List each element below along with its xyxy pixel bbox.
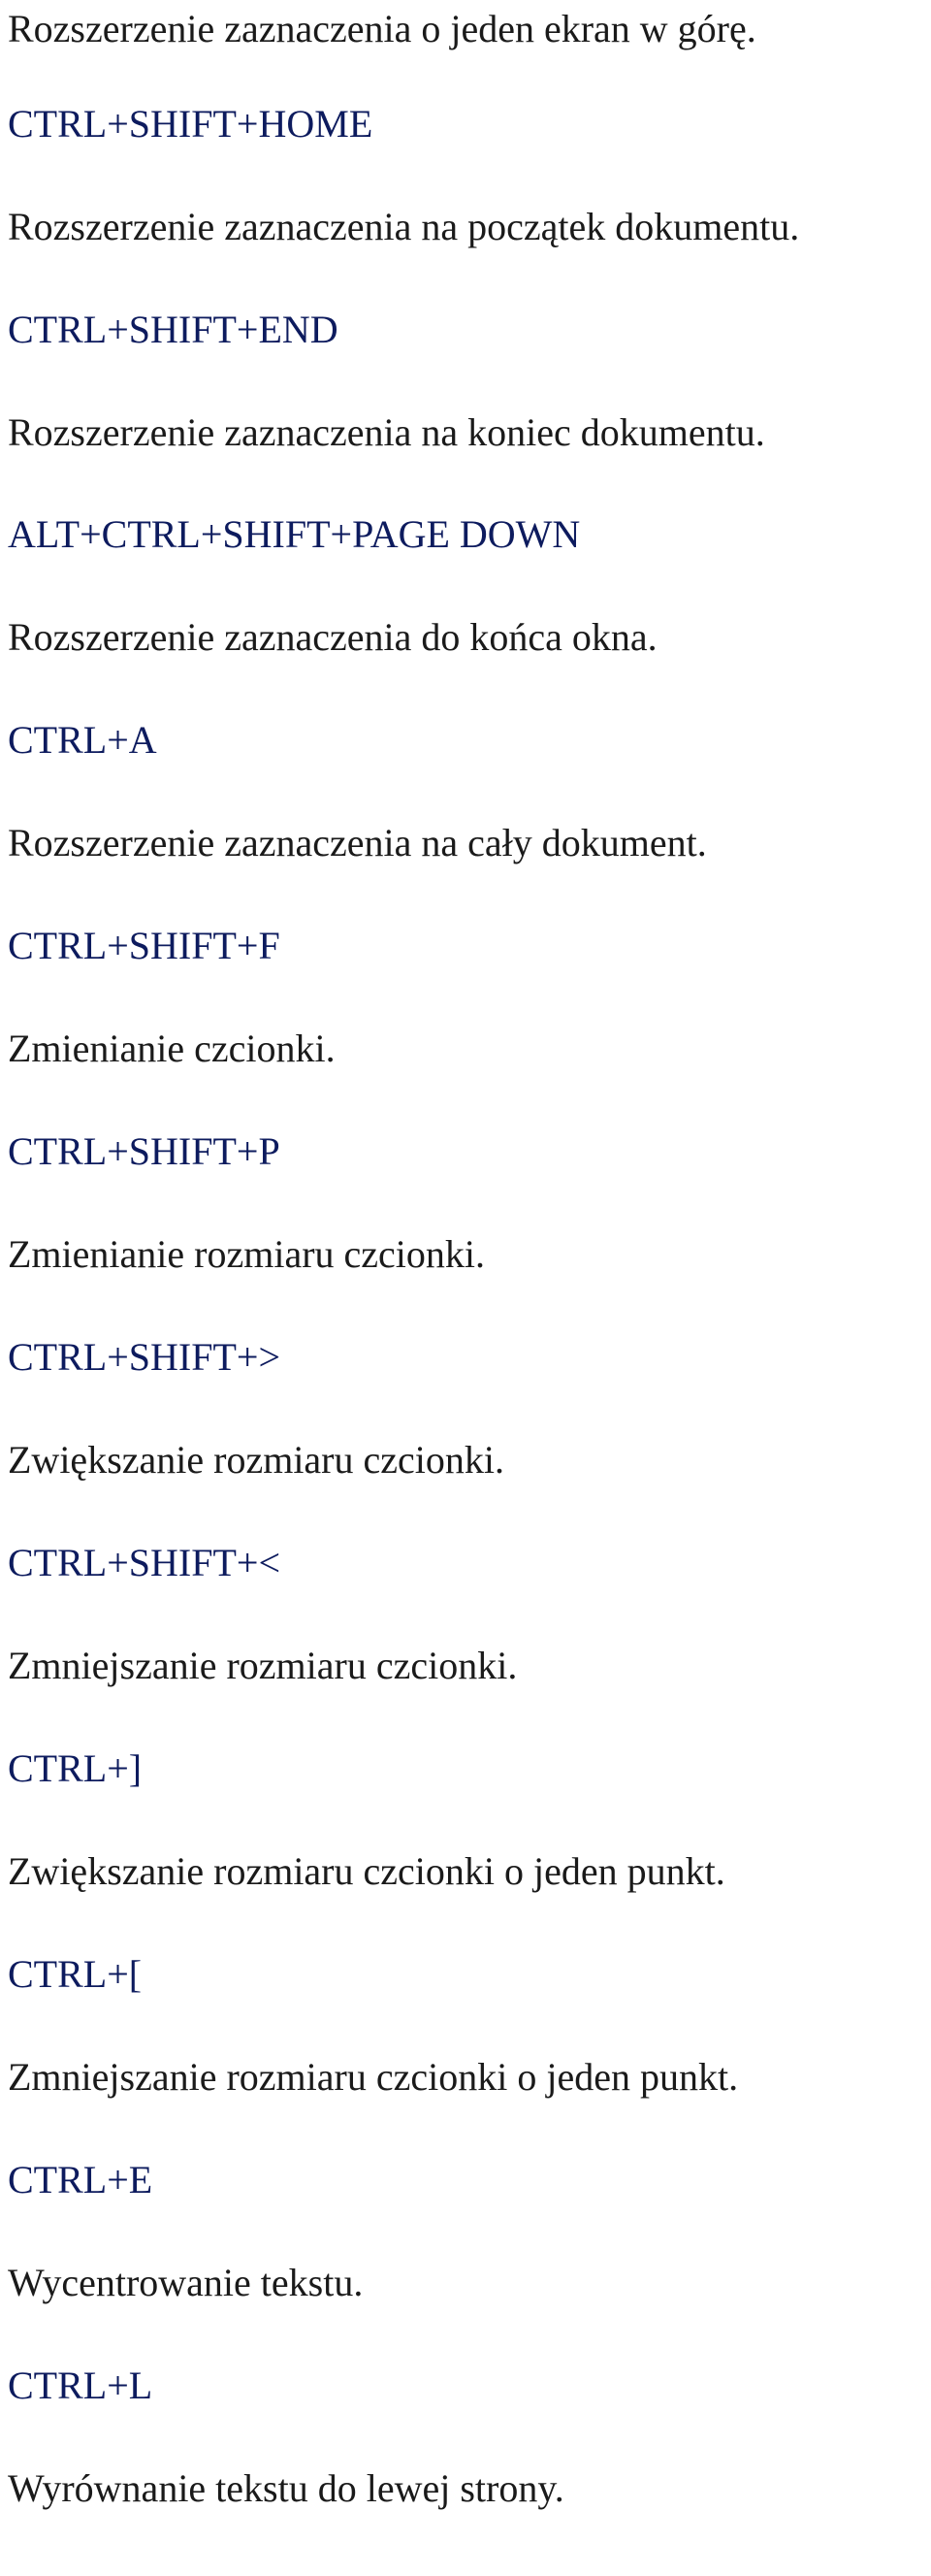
shortcut-line: CTRL+[ (8, 1952, 143, 1996)
shortcut-line: CTRL+SHIFT+END (8, 308, 338, 351)
description-line: Wyrównanie tekstu do lewej strony. (8, 2466, 564, 2510)
description-line: Rozszerzenie zaznaczenia na początek dokumentu. (8, 205, 800, 248)
description-line: Zmienianie rozmiaru czcionki. (8, 1232, 486, 1276)
shortcut-line: CTRL+SHIFT+< (8, 1541, 281, 1584)
shortcut-line: CTRL+E (8, 2158, 153, 2201)
description-line: Rozszerzenie zaznaczenia na koniec dokumentu. (8, 410, 765, 454)
shortcut-line: CTRL+SHIFT+HOME (8, 102, 373, 146)
description-line: Zwiększanie rozmiaru czcionki. (8, 1438, 504, 1482)
description-line: Rozszerzenie zaznaczenia o jeden ekran w górę. (8, 7, 756, 50)
description-line: Zmniejszanie rozmiaru czcionki o jeden punkt. (8, 2055, 739, 2099)
shortcut-line: CTRL+SHIFT+> (8, 1335, 281, 1379)
description-line: Wycentrowanie tekstu. (8, 2261, 364, 2304)
description-line: Zwiększanie rozmiaru czcionki o jeden punkt. (8, 1849, 725, 1893)
shortcut-line: CTRL+L (8, 2364, 153, 2407)
shortcut-line: CTRL+A (8, 718, 157, 762)
shortcut-line: ALT+CTRL+SHIFT+PAGE DOWN (8, 512, 581, 556)
shortcut-line: CTRL+] (8, 1746, 143, 1790)
description-line: Rozszerzenie zaznaczenia na cały dokument. (8, 821, 707, 864)
shortcut-line: CTRL+SHIFT+F (8, 924, 280, 967)
description-line: Zmniejszanie rozmiaru czcionki. (8, 1644, 518, 1687)
description-line: Rozszerzenie zaznaczenia do końca okna. (8, 615, 658, 659)
description-line: Zmienianie czcionki. (8, 1027, 336, 1070)
shortcut-line: CTRL+SHIFT+P (8, 1129, 280, 1173)
